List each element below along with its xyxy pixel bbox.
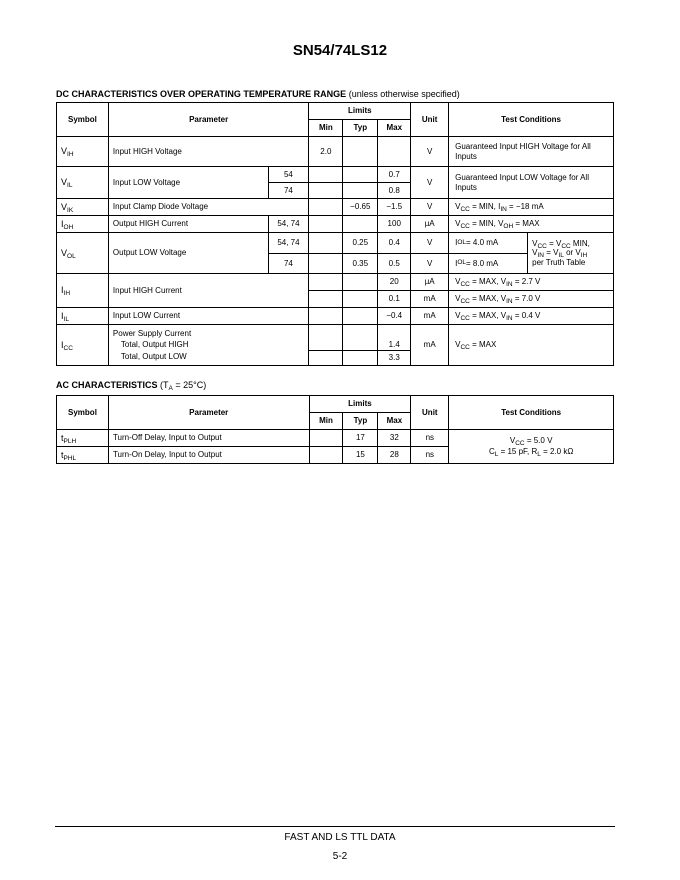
test-iil: $V_{CC}$ = MAX, $V_{IN} = 0.4$ V bbox=[449, 308, 614, 325]
unit-vil: V bbox=[411, 167, 449, 199]
max-ioh: 100 bbox=[378, 216, 411, 233]
table-row bbox=[57, 137, 614, 167]
max-icc-high: 1.4 bbox=[378, 325, 411, 351]
header-min: Min bbox=[309, 120, 343, 137]
device-vil-54: 54 bbox=[268, 167, 309, 183]
unit-ioh: µA bbox=[411, 216, 449, 233]
typ-tplh: 17 bbox=[343, 430, 378, 447]
max-tphl: 28 bbox=[378, 447, 411, 464]
unit-vik: V bbox=[411, 199, 449, 216]
param-vih: Input HIGH Voltage bbox=[108, 137, 308, 167]
max-iih-r1: 20 bbox=[378, 274, 411, 291]
typ-tphl: 15 bbox=[343, 447, 378, 464]
test-vol-r2: I OL = 8.0 mA bbox=[455, 258, 499, 268]
test-iih-r1: $V_{CC}$ = MAX, $V_{IN} = 2.7$ V bbox=[449, 274, 614, 291]
unit-iil: mA bbox=[411, 308, 449, 325]
max-vil-54: 0.7 bbox=[378, 167, 411, 183]
test-iih-r2: $V_{CC}$ = MAX, $V_{IN} = 7.0$ V bbox=[449, 291, 614, 308]
unit-icc: mA bbox=[411, 325, 449, 366]
ac-header-max: Max bbox=[378, 413, 411, 430]
header-max: Max bbox=[378, 120, 411, 137]
max-vik: −1.5 bbox=[378, 199, 411, 216]
symbol-icc: $I_{CC}$ bbox=[57, 325, 109, 366]
table-row bbox=[57, 233, 614, 254]
symbol-iil: $I_{IL}$ bbox=[57, 308, 109, 325]
device-vol-5474: 54, 74 bbox=[268, 233, 309, 254]
symbol-vol: $V_{OL}$ bbox=[57, 233, 109, 274]
ac-heading-text: AC CHARACTERISTICS bbox=[56, 380, 158, 390]
table-row bbox=[57, 167, 614, 183]
page-number: 5-2 bbox=[332, 851, 348, 862]
device-vol-74: 74 bbox=[268, 253, 309, 274]
header-parameter: Parameter bbox=[108, 103, 308, 137]
table-row bbox=[57, 199, 614, 216]
max-iil: −0.4 bbox=[378, 308, 411, 325]
table-row bbox=[57, 325, 614, 351]
typ-vol-r1: 0.25 bbox=[343, 233, 378, 254]
test-vol-common: $V_{CC} = V_{CC}$ MIN, $V_{IN} = V_{IL}$ or $V_{IH}$ per Truth Table bbox=[532, 238, 590, 267]
table-row bbox=[57, 430, 614, 447]
header-typ: Typ bbox=[343, 120, 378, 137]
param-tplh: Turn-Off Delay, Input to Output bbox=[108, 430, 309, 447]
ac-characteristics-table bbox=[56, 395, 614, 464]
test-vik: $V_{CC}$ = MIN, $I_{IN} = -18$ mA bbox=[449, 199, 614, 216]
test-vih: Guaranteed Input HIGH Voltage for All Inputs bbox=[449, 137, 614, 167]
param-iih: Input HIGH Current bbox=[108, 274, 308, 308]
unit-tphl: ns bbox=[411, 447, 449, 464]
table-row bbox=[57, 308, 614, 325]
table-row bbox=[57, 216, 614, 233]
table-row bbox=[57, 274, 614, 291]
param-icc: Power Supply Current Total, Output HIGH Total, Output LOW bbox=[108, 325, 308, 366]
header-unit: Unit bbox=[411, 103, 449, 137]
max-tplh: 32 bbox=[378, 430, 411, 447]
ac-header-limits: Limits bbox=[309, 396, 411, 413]
symbol-vih: $V_{IH}$ bbox=[57, 137, 109, 167]
param-vil: Input LOW Voltage bbox=[108, 167, 268, 199]
ac-test-conditions: $V_{CC} = 5.0$ V $C_L = 15$ pF, $R_L = 2.0$ kΩ bbox=[449, 430, 614, 464]
header-limits: Limits bbox=[309, 103, 411, 120]
dc-section-heading bbox=[56, 89, 460, 99]
max-vil-74: 0.8 bbox=[378, 183, 411, 199]
min-vih: 2.0 bbox=[309, 137, 343, 167]
dc-heading-note: (unless otherwise specified) bbox=[348, 89, 460, 99]
unit-iih-r2: mA bbox=[411, 291, 449, 308]
param-tphl: Turn-On Delay, Input to Output bbox=[108, 447, 309, 464]
unit-vol-r1: V bbox=[411, 233, 449, 254]
footer-divider bbox=[55, 826, 615, 827]
max-iih-r2: 0.1 bbox=[378, 291, 411, 308]
param-vik: Input Clamp Diode Voltage bbox=[108, 199, 308, 216]
param-iil: Input LOW Current bbox=[108, 308, 308, 325]
footer-title: FAST AND LS TTL DATA bbox=[284, 832, 396, 843]
test-ioh: $V_{CC}$ = MIN, $V_{OH}$ = MAX bbox=[449, 216, 614, 233]
typ-vik: −0.65 bbox=[343, 199, 378, 216]
max-vol-r1: 0.4 bbox=[378, 233, 411, 254]
page-title: SN54/74LS12 bbox=[292, 42, 388, 59]
ac-section-heading bbox=[56, 380, 206, 390]
unit-vih: V bbox=[411, 137, 449, 167]
ac-header-parameter: Parameter bbox=[108, 396, 309, 430]
ac-header-min: Min bbox=[309, 413, 343, 430]
symbol-tphl: $t_{PHL}$ bbox=[57, 447, 109, 464]
unit-vol-r2: V bbox=[411, 253, 449, 274]
dc-characteristics-table bbox=[56, 102, 614, 366]
max-vol-r2: 0.5 bbox=[378, 253, 411, 274]
symbol-iih: $I_{IH}$ bbox=[57, 274, 109, 308]
typ-vol-r2: 0.35 bbox=[343, 253, 378, 274]
param-vol: Output LOW Voltage bbox=[108, 233, 268, 274]
header-symbol: Symbol bbox=[57, 103, 109, 137]
symbol-vil: $V_{IL}$ bbox=[57, 167, 109, 199]
test-vil: Guaranteed Input LOW Voltage for All Inputs bbox=[449, 167, 614, 199]
max-icc-low: 3.3 bbox=[378, 351, 411, 366]
symbol-vik: $V_{IK}$ bbox=[57, 199, 109, 216]
ac-header-symbol: Symbol bbox=[57, 396, 109, 430]
param-ioh: Output HIGH Current bbox=[108, 216, 268, 233]
test-icc: $V_{CC}$ = MAX bbox=[449, 325, 614, 366]
header-test-conditions: Test Conditions bbox=[449, 103, 614, 137]
unit-iih-r1: µA bbox=[411, 274, 449, 291]
test-vol bbox=[449, 233, 614, 274]
test-vol-r1: I OL = 4.0 mA bbox=[449, 233, 527, 254]
device-ioh: 54, 74 bbox=[268, 216, 309, 233]
device-vil-74: 74 bbox=[268, 183, 309, 199]
ac-header-unit: Unit bbox=[411, 396, 449, 430]
ac-header-test-conditions: Test Conditions bbox=[449, 396, 614, 430]
symbol-tplh: $t_{PLH}$ bbox=[57, 430, 109, 447]
unit-tplh: ns bbox=[411, 430, 449, 447]
ac-heading-note: $(T_A = 25^\circ C)$ bbox=[160, 380, 207, 392]
dc-heading-text: DC CHARACTERISTICS OVER OPERATING TEMPERATURE RANGE bbox=[56, 89, 347, 99]
symbol-ioh: $I_{OH}$ bbox=[57, 216, 109, 233]
ac-header-typ: Typ bbox=[343, 413, 378, 430]
